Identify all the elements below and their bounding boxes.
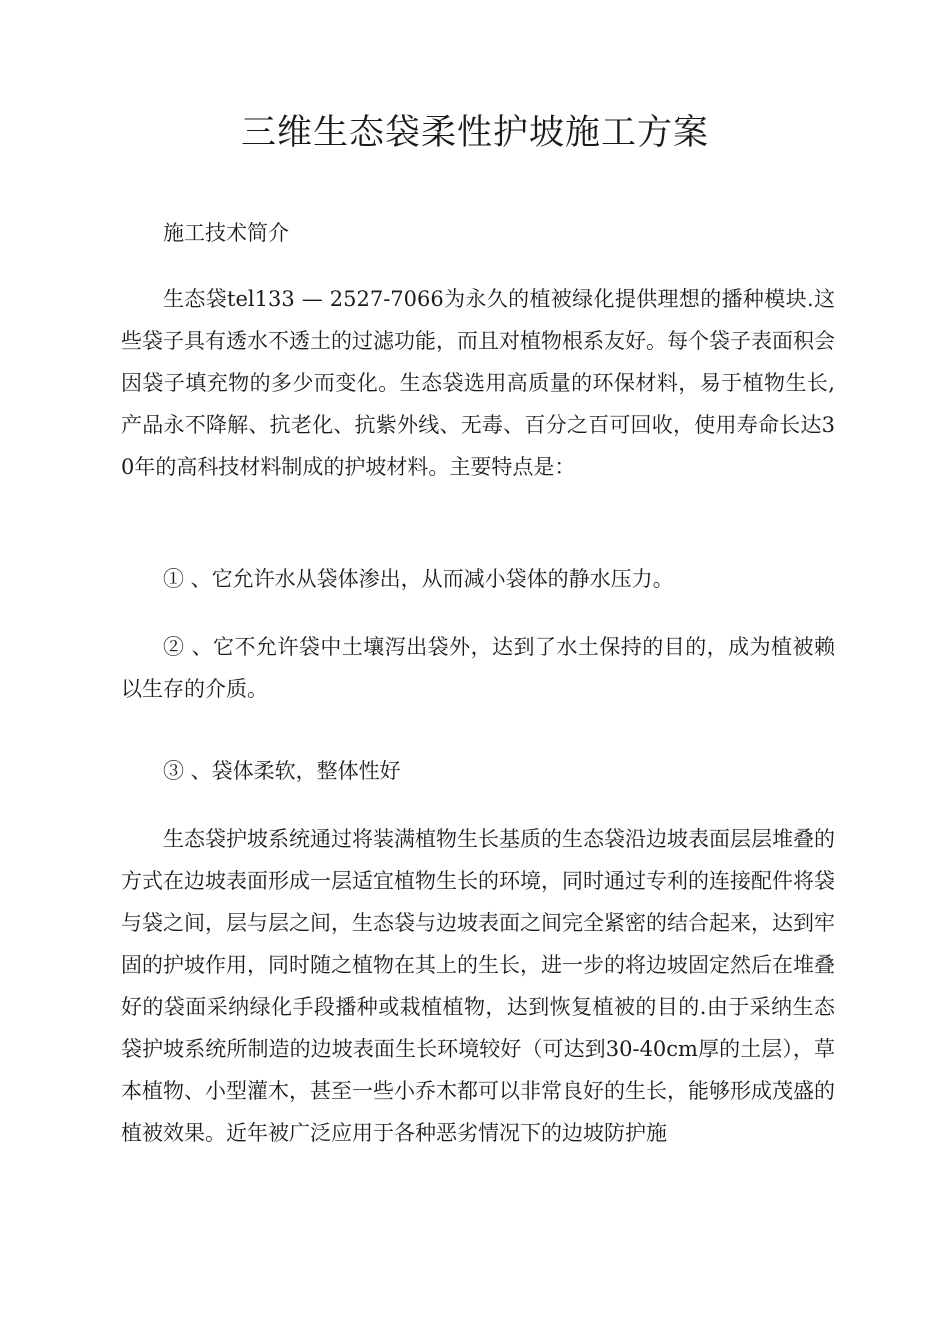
- system-paragraph: 生态袋护坡系统通过将装满植物生长基质的生态袋沿边坡表面层层堆叠的方式在边坡表面形成一层适宜植物生长的环境，同时通过专利的连接配件将袋与袋之间，层与层之间，生态袋与边坡表面之间完全紧密的结合起来，达到牢固的护坡作用，同时随之植物在其上的生长，进一步的将边坡固定然后在堆叠好的袋面采纳绿化手段播种或栽植植物，达到恢复植被的目的.由于采纳生态袋护坡系统所制造的边坡表面生长环境较好（可达到30-40cm厚的土层），草本植物、小型灌木，甚至一些小乔木都可以非常良好的生长，能够形成茂盛的植被效果。近年被广泛应用于各种恶劣情况下的边坡防护施: [121, 827, 835, 1145]
- feature-item-1: ① 、它允许水从袋体渗出，从而减小袋体的静水压力。: [163, 567, 674, 591]
- feature-item-2: ② 、它不允许袋中土壤泻出袋外，达到了水土保持的目的，成为植被赖以生存的介质。: [121, 635, 835, 701]
- section-heading: 施工技术简介: [163, 221, 289, 245]
- document-title: 三维生态袋柔性护坡施工方案: [240, 113, 709, 153]
- intro-paragraph: 生态袋tel133 — 2527-7066为永久的植被绿化提供理想的播种模块.这些袋子具有透水不透土的过滤功能，而且对植物根系友好。每个袋子表面积会因袋子填充物的多少而变化。生态袋选用高质量的环保材料，易于植物生长,产品永不降解、抗老化、抗紫外线、无毒、百分之百可回收，使用寿命长达30年的高科技材料制成的护坡材料。主要特点是：: [121, 287, 836, 479]
- feature-item-3: ③ 、袋体柔软，整体性好: [163, 759, 401, 783]
